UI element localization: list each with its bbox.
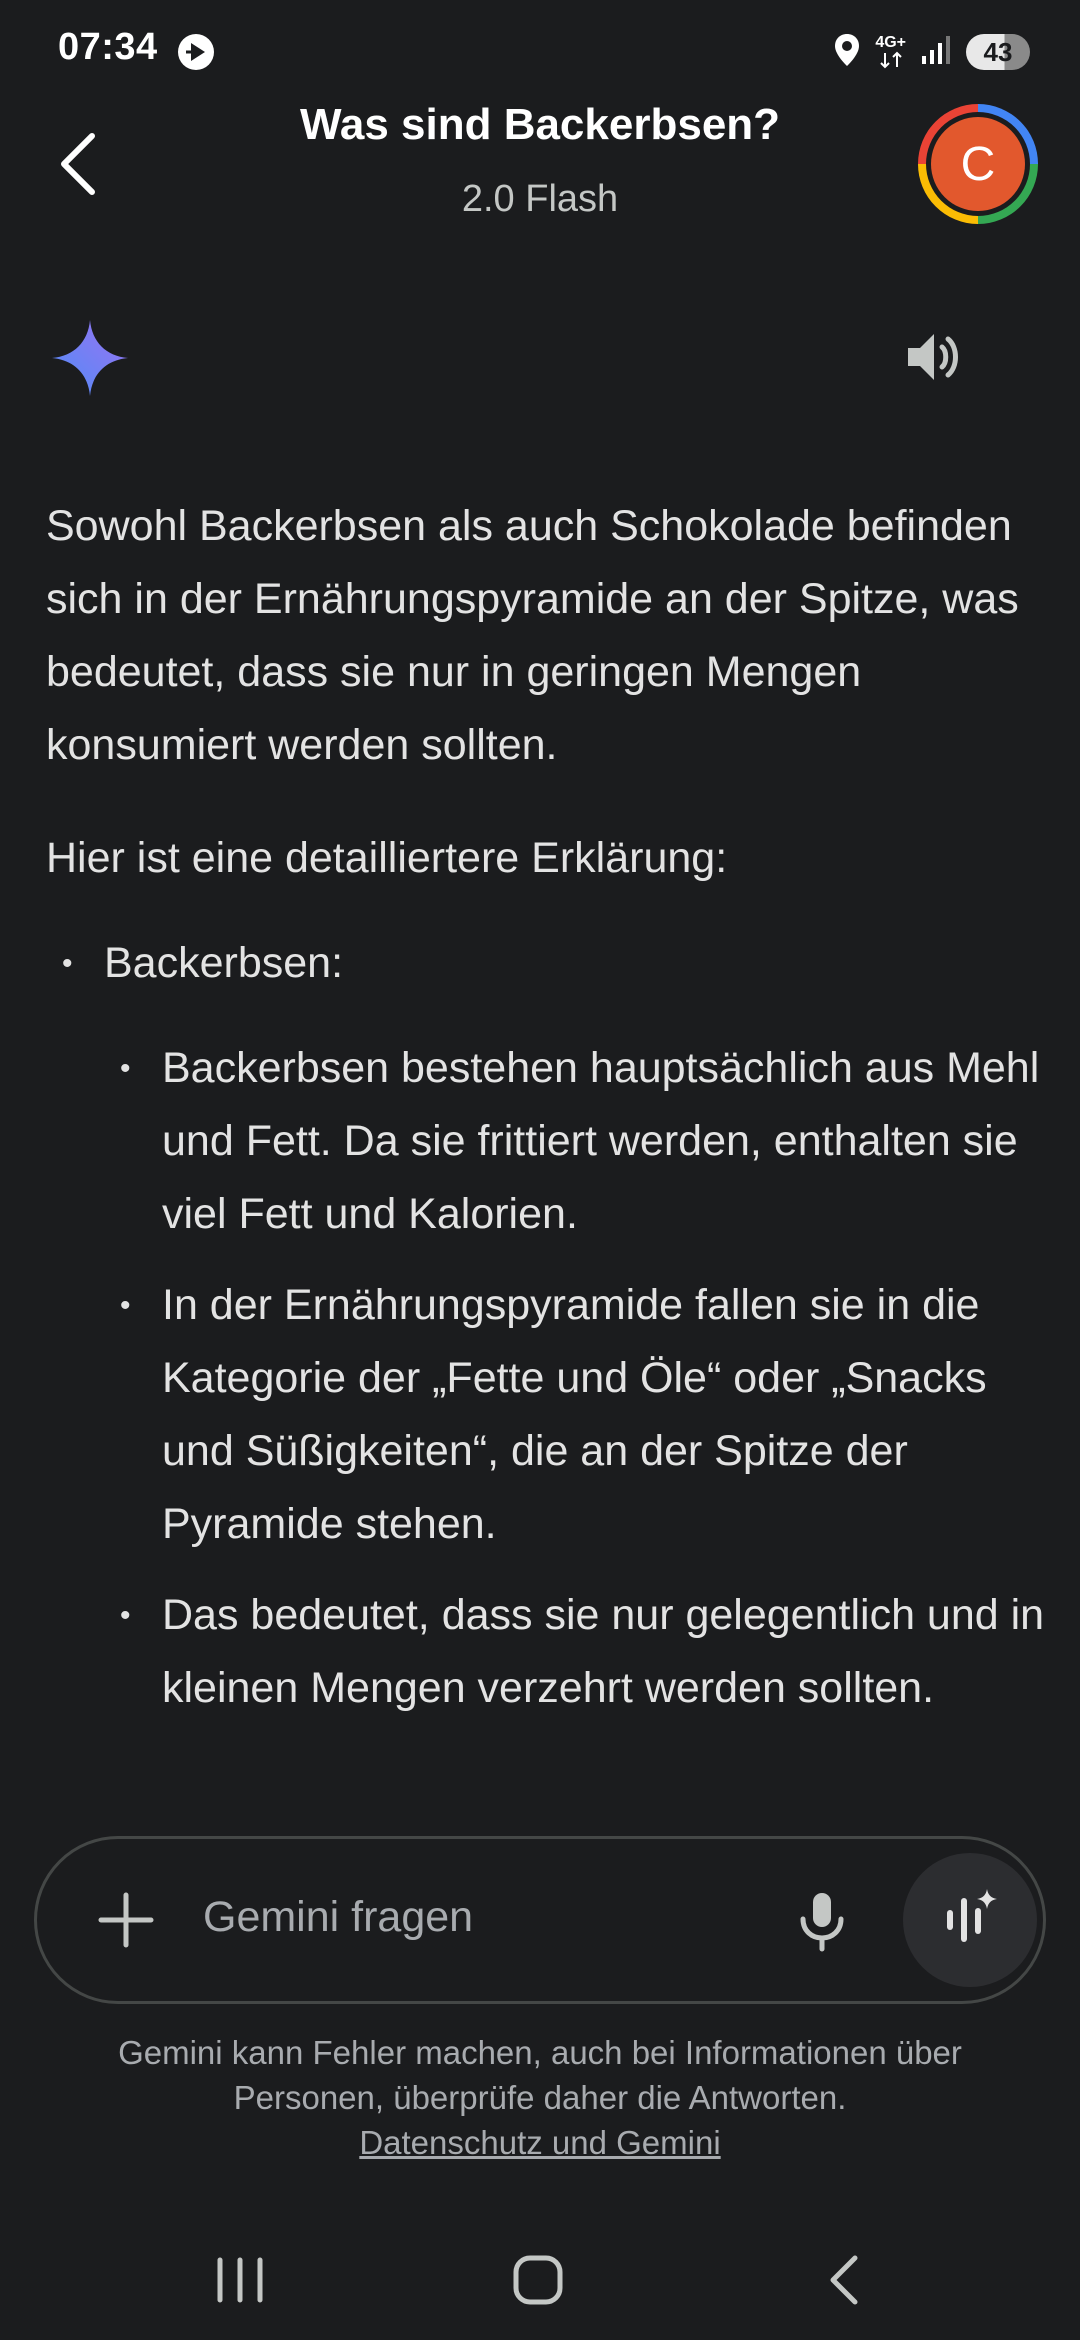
signal-icon [920, 34, 952, 71]
status-time: 07:34 [58, 26, 158, 68]
bullet-dot: • [62, 947, 73, 980]
back-button[interactable] [48, 128, 112, 200]
arrow-back-icon [48, 128, 112, 200]
list-item [46, 927, 1046, 1000]
plus-icon [89, 1883, 163, 1957]
prompt-input[interactable]: Gemini fragen [203, 1893, 474, 1941]
sub-item-text: Das bedeutet, dass sie nur gelegentlich und in kleinen Mengen verzehrt werden sollten. [162, 1591, 1045, 1712]
list-item [104, 1032, 1046, 1251]
home-icon [508, 2250, 568, 2310]
read-aloud-button[interactable] [900, 322, 970, 392]
gemini-spark-icon [50, 318, 130, 398]
network-type: 4G+ [875, 34, 906, 51]
gemini-live-button[interactable] [903, 1853, 1037, 1987]
avatar [926, 112, 1030, 216]
bullet-dot: • [120, 1289, 131, 1322]
sub-item-text: In der Ernährungspyramide fallen sie in die Kategorie der „Fette und Öle“ oder „Snacks und Süßigkeiten“, die an der Spitze der Pyramide stehen. [162, 1281, 987, 1548]
list-item [104, 1579, 1046, 1725]
microphone-button[interactable] [785, 1883, 859, 1957]
system-nav-bar [0, 2220, 1080, 2340]
speaker-icon [900, 322, 970, 392]
recent-apps-button[interactable] [210, 2250, 270, 2310]
live-waveform-icon [903, 1853, 1037, 1987]
add-attachment-button[interactable] [89, 1883, 163, 1957]
battery-icon: 43 [966, 34, 1030, 70]
location-icon [833, 32, 861, 73]
conversation-title[interactable]: Was sind Backerbsen? [299, 100, 781, 149]
chevron-left-icon [815, 2250, 875, 2310]
bullet-label: Backerbsen: [104, 939, 344, 987]
home-button[interactable] [508, 2250, 568, 2310]
account-avatar-button[interactable] [918, 104, 1038, 224]
system-back-button[interactable] [815, 2250, 875, 2310]
bullet-dot: • [120, 1052, 131, 1085]
sub-item-text: Backerbsen bestehen hauptsächlich aus Mehl und Fett. Da sie frittiert werden, enthalten sie viel Fett und Kalorien. [162, 1044, 1040, 1238]
disclaimer [80, 2030, 1000, 2165]
response-intro: Sowohl Backerbsen als auch Schokolade befinden sich in der Ernährungspyramide an der Spitze, was bedeutet, dass sie nur in geringen Mengen konsumiert werden sollten. [46, 502, 1019, 769]
list-item [104, 1269, 1046, 1561]
disclaimer-text: Gemini kann Fehler machen, auch bei Informationen über Personen, überprüfe daher die Antworten. [118, 2034, 962, 2116]
status-bar [0, 0, 1080, 100]
privacy-link[interactable]: Datenschutz und Gemini [359, 2124, 721, 2161]
data-arrows-icon [875, 35, 906, 69]
response-lead: Hier ist eine detailliertere Erklärung: [46, 834, 728, 882]
media-play-icon [178, 34, 214, 70]
bullet-dot: • [120, 1599, 131, 1632]
microphone-icon [785, 1883, 859, 1957]
status-icons [833, 30, 1030, 74]
response-text [46, 490, 1046, 1743]
sub-list [46, 1032, 1046, 1725]
avatar-initial: C [931, 117, 1025, 211]
recents-icon [210, 2250, 270, 2310]
prompt-input-bar[interactable] [34, 1836, 1046, 2004]
model-label[interactable]: 2.0 Flash [461, 178, 619, 220]
